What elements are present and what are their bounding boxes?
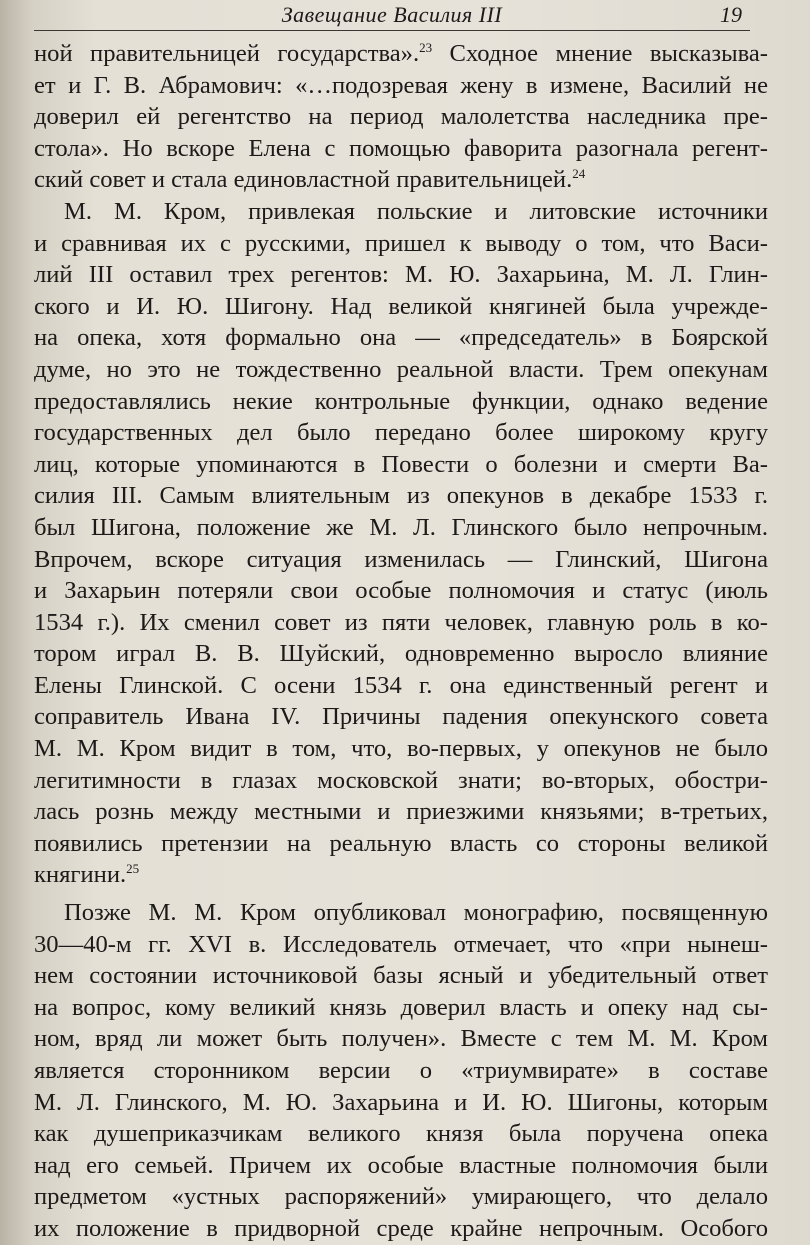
text-line: лась рознь между местными и приезжими князьями; в-третьих, bbox=[34, 798, 768, 826]
text-line: Позже М. М. Кром опубликовал монографию, посвященную bbox=[64, 899, 768, 927]
text-line: думе, но это не тождественно реальной власти. Трем опекунам bbox=[34, 355, 768, 383]
text-line: нем состоянии источниковой базы ясный и убедительный ответ bbox=[34, 962, 768, 990]
text-line: ном, вряд ли может быть получен». Вместе с тем М. М. Кром bbox=[34, 1025, 768, 1053]
text-line: Впрочем, вскоре ситуация изменилась — Глинский, Шигона bbox=[34, 545, 768, 573]
text-line: М. М. Кром, привлекая польские и литовские источники bbox=[64, 197, 768, 225]
body-text bbox=[34, 38, 768, 1245]
text-line: лий III оставил трех регентов: М. Ю. Захарьина, М. Л. Глин- bbox=[34, 261, 768, 289]
text-line: предметом «устных распоряжений» умирающего, что делало bbox=[34, 1183, 768, 1211]
text-line: и Захарьин потеряли свои особые полномочия и статус (июль bbox=[34, 577, 768, 605]
text-line: лиц, которые упоминаются в Повести о болезни и смерти Ва- bbox=[34, 450, 768, 478]
text-line: М. Л. Глинского, М. Ю. Захарьина и И. Ю. Шигоны, которым bbox=[34, 1088, 768, 1116]
text-line: стола». Но вскоре Елена с помощью фаворита разогнала регент- bbox=[34, 134, 768, 162]
text-line: государственных дел было передано более широкому кругу bbox=[34, 419, 768, 447]
text-line: ет и Г. В. Абрамович: «…подозревая жену в измене, Василий не bbox=[34, 71, 768, 99]
footnote-ref: 23 bbox=[419, 40, 433, 55]
text-line: как душеприказчикам великого князя была поручена опека bbox=[34, 1120, 768, 1148]
page-number: 19 bbox=[720, 2, 742, 27]
text-line: М. М. Кром видит в том, что, во-первых, у опекунов не было bbox=[34, 735, 768, 763]
text-line: на вопрос, кому великий князь доверил власть и опеку над сы- bbox=[34, 993, 768, 1021]
text-line: является сторонником версии о «триумвирате» в составе bbox=[34, 1057, 768, 1084]
text-line: ского и И. Ю. Шигону. Над великой княгиней была учрежде- bbox=[34, 292, 768, 320]
text-line: предоставлялись некие контрольные функции, однако ведение bbox=[34, 387, 768, 415]
footnote-ref: 24 bbox=[572, 166, 586, 182]
text-line: их положение в придворной среде крайне непрочным. Особого bbox=[34, 1214, 768, 1242]
text-line: соправитель Ивана IV. Причины падения опекунского совета bbox=[34, 703, 768, 731]
text-line: легитимности в глазах московской знати; во-вторых, обостри- bbox=[34, 766, 768, 794]
text-line: и сравнивая их с русскими, пришел к выводу о том, что Васи- bbox=[34, 229, 768, 257]
text-line: тором играл В. В. Шуйский, одновременно выросло влияние bbox=[34, 640, 768, 668]
text-line: на опека, хотя формально она — «председатель» в Боярской bbox=[34, 324, 768, 352]
text-line: 1534 г.). Их сменил совет из пяти человек, главную роль в ко- bbox=[34, 608, 768, 636]
text-line: 30—40-м гг. XVI в. Исследователь отмечает, что «при нынеш- bbox=[34, 930, 768, 958]
text-line: был Шигона, положение же М. Л. Глинского было непрочным. bbox=[34, 513, 768, 541]
text-line: доверил ей регентство на период малолетства наследника пре- bbox=[34, 103, 768, 131]
running-head bbox=[34, 0, 750, 31]
running-title: Завещание Василия III bbox=[281, 2, 503, 27]
text-line: ной правительницей государства».$^{23}$ Сходное мнение высказыва- bbox=[34, 40, 768, 67]
text-line: силия III. Самым влиятельным из опекунов в декабре 1533 г. bbox=[34, 482, 768, 510]
text-line: над его семьей. Причем их особые властные полномочия были bbox=[34, 1151, 768, 1179]
text-line: княгини.$^{25}$ bbox=[34, 861, 140, 889]
text-line: ский совет и стала единовластной правительницей.$^{24}$ bbox=[34, 166, 586, 194]
text-line: Елены Глинской. С осени 1534 г. она единственный регент и bbox=[34, 671, 768, 699]
text-line: появились претензии на реальную власть со стороны великой bbox=[34, 829, 768, 857]
footnote-ref: 25 bbox=[126, 861, 140, 877]
